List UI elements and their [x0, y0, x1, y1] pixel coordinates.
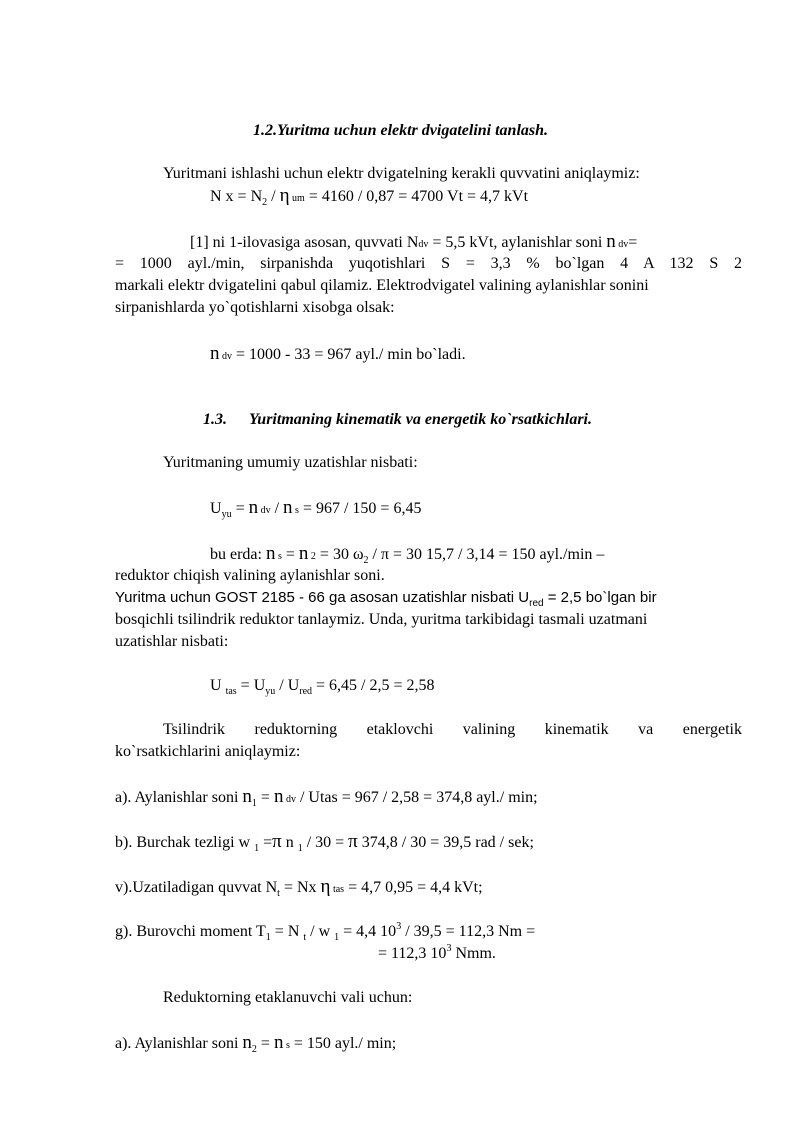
section-heading-1-3: 1.3. Yuritmaning kinematik va energetik ko`rsatkichlari.	[203, 411, 592, 428]
paragraph-motor-line-2: = 1000 ayl./min, sirpanishda yuqotishlari S = 3,3 % bo`lgan 4 A 132 S 2	[115, 255, 742, 272]
paragraph-driven-shaft: Reduktorning etaklanuvchi vali uchun:	[163, 989, 413, 1006]
paragraph-motor-line-3: markali elektr dvigatelini qabul qilamiz. Elektrodvigatel valining aylanishlar sonini	[115, 277, 649, 294]
paragraph-motor-line-4: sirpanishlarda yo`qotishlarni xisobga olsak:	[115, 299, 395, 316]
item-a-driven-rotation-speed: a). Aylanishlar soni $n_2 = n$ s = 150 ayl./ min;	[115, 1032, 397, 1056]
paragraph-where-line-2: reduktor chiqish valining aylanishlar soni.	[115, 567, 385, 584]
paragraph-driving-shaft-line-1: Tsilindrik reduktorning etaklovchi valining kinematik va energetik	[163, 721, 742, 738]
formula-motor-speed: n dv = 1000 - 33 = 967 ayl./ min bo`ladi.	[210, 343, 466, 364]
paragraph-where-line-5: uzatishlar nisbati:	[115, 633, 229, 650]
item-b-angular-velocity: b). Burchak tezligi w $_1$ =π n $_1$ / 30 = π 374,8 / 30 = 39,5 rad / sek;	[115, 831, 534, 855]
item-a-rotation-speed: a). Aylanishlar soni $n_1 = n$ dv / Utas = 967 / 2,58 = 374,8 ayl./ min;	[115, 786, 538, 810]
paragraph-where-line-1: bu erda: n s = n 2 = 30 $\omega_2 / \pi = 30$ 15,7 / 3,14 = 150 ayl./min –	[210, 543, 605, 567]
formula-belt-ratio: U $_{tas} = U_{yu} / U_{red} = 6,45 / 2,5 = 2,58$	[210, 677, 435, 698]
item-v-transmitted-power: v).Uzatiladigan quvvat $N_t = Nx$ η tas = 4,7 0,95 = 4,4 kVt;	[115, 876, 483, 900]
paragraph-where-line-3: Yuritma uchun GOST 2185 - 66 ga asosan uzatishlar nisbati $U_{red} = 2,5$ bo`lgan bir	[115, 589, 657, 609]
paragraph-intro: Yuritmani ishlashi uchun elektr dvigatelning kerakli quvvatini aniqlaymiz:	[163, 165, 640, 182]
formula-total-ratio: $U_{yu} = n$ dv / n s = 967 / 150 = 6,45	[210, 497, 422, 521]
paragraph-where-line-4: bosqichli tsilindrik reduktor tanlaymiz. Unda, yuritma tarkibidagi tasmali uzatmani	[115, 611, 648, 628]
paragraph-motor-line-1: [1] ni 1-ilovasiga asosan, quvvati Ndv = 5,5 kVt, aylanishlar soni n dv=	[190, 231, 638, 252]
item-g-torque: g). Burovchi moment $T_1 = N$ $_t$ / w $_1$ = 4,4 $10^3 / 39,5 = 112,3$ Nm =	[115, 921, 536, 944]
item-g-torque-line-2: = 112,3 $10^3$ Nmm.	[378, 943, 496, 962]
section-heading-1-2: 1.2.Yuritma uchun elektr dvigatelini tanlash.	[253, 122, 549, 139]
formula-power: N $x = N_2 / \eta$ um = 4160 / 0,87 = 4700 Vt = 4,7 kVt	[210, 185, 529, 209]
paragraph-driving-shaft-line-2: ko`rsatkichlarini aniqlaymiz:	[115, 743, 301, 760]
paragraph-total-ratio: Yuritmaning umumiy uzatishlar nisbati:	[163, 454, 418, 471]
